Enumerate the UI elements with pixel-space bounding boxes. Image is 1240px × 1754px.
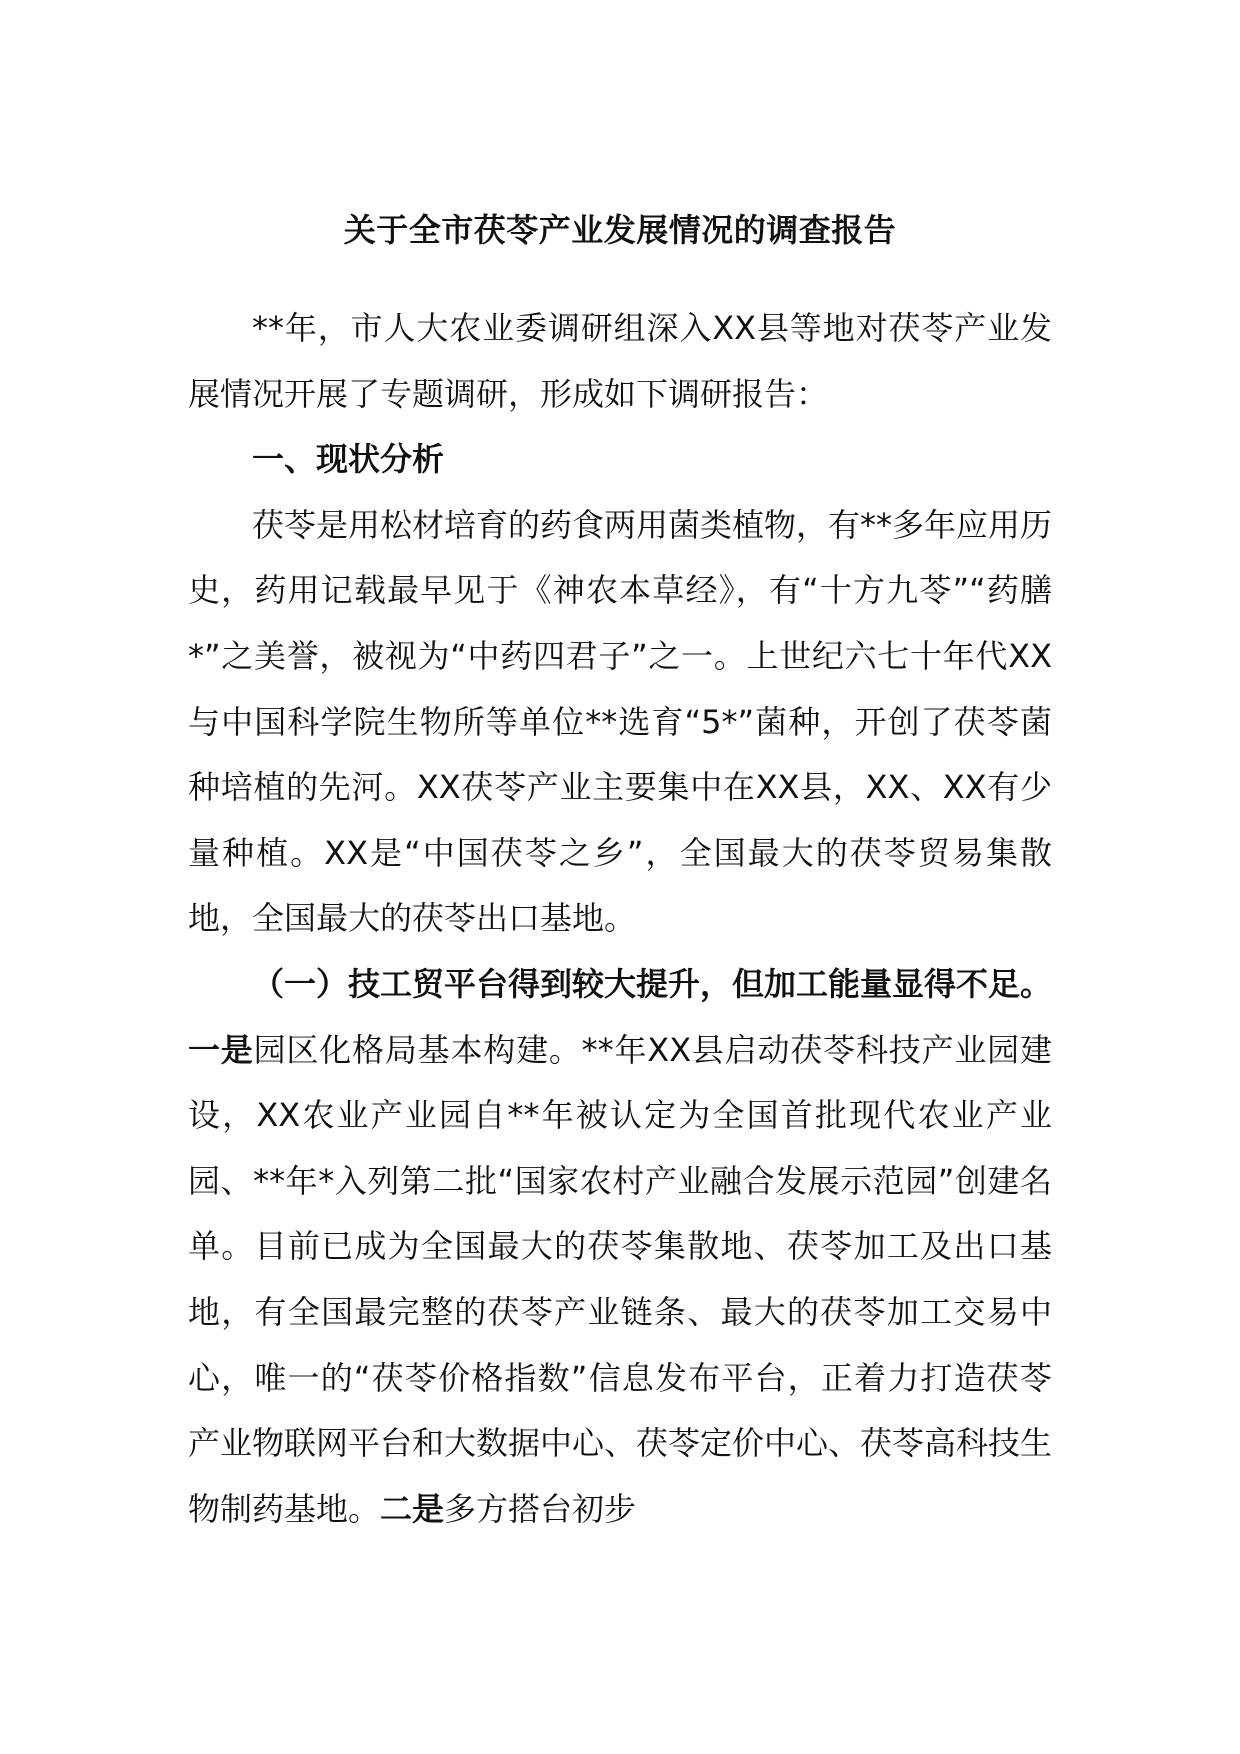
point-one-text: 园区化格局基本构建。**年XX县启动茯苓科技产业园建设，XX农业产业园自**年被认定为全国首批现代农业产业园、**年*入列第二批“国家农村产业融合发展示范园”创建名单。目前已成为全国最大的茯苓集散地、茯苓加工及出口基地，有全国最完整的茯苓产业链条、最大的茯苓加工交易中心，唯一的“茯苓价格指数”信息发布平台，正着力打造茯苓产业物联网平台和大数据中心、茯苓定价中心、茯苓高科技生物制药基地。 <box>188 1030 1053 1528</box>
status-analysis-paragraph: 茯苓是用松材培育的药食两用菌类植物，有**多年应用历史，药用记载最早见于《神农本草经》，有“十方九苓”“药膳*”之美誉，被视为“中药四君子”之一。上世纪六七十年代XX与中国科学院生物所等单位**选育“5*”菌种，开创了茯苓菌种培植的先河。XX茯苓产业主要集中在XX县，XX、XX有少量种植。XX是“中国茯苓之乡”，全国最大的茯苓贸易集散地，全国最大的茯苓出口基地。 <box>188 505 1053 938</box>
section-heading-status-analysis: 一、现状分析 <box>252 440 445 479</box>
point-two-lead: 二是 <box>380 1489 445 1528</box>
document-body <box>188 296 1052 1542</box>
subsection-heading: （一）技工贸平台得到较大提升，但加工能量显得不足。 <box>252 964 1053 1003</box>
document-title: 关于全市茯苓产业发展情况的调查报告 <box>343 211 897 249</box>
point-two-text: 多方搭台初步 <box>444 1489 637 1528</box>
subsection-paragraph <box>188 952 1052 1542</box>
intro-paragraph: **年，市人大农业委调研组深入XX县等地对茯苓产业发展情况开展了专题调研，形成如下调研报告： <box>188 309 1052 413</box>
point-one-lead: 一是 <box>188 1030 254 1069</box>
